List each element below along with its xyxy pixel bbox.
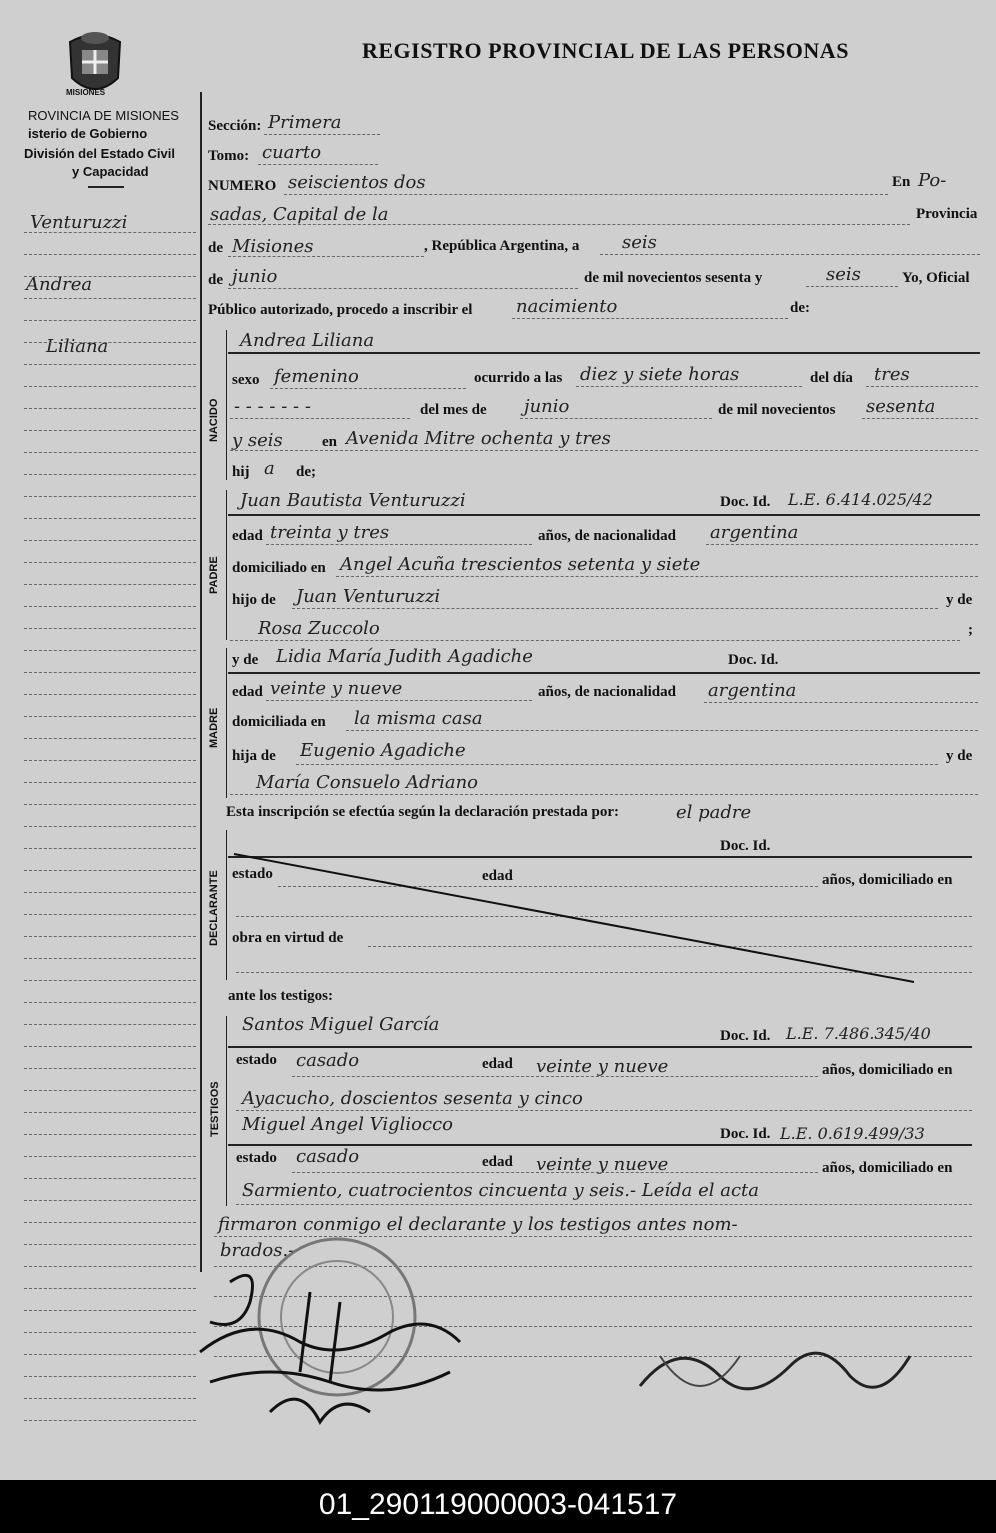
margin-rule	[24, 804, 196, 805]
madre-dom-value: la misma casa	[354, 708, 483, 729]
padre-name: Juan Bautista Venturuzzi	[240, 490, 466, 511]
numero-label: NUMERO	[208, 178, 277, 194]
margin-surname: Venturuzzi	[30, 212, 128, 233]
margin-rule	[24, 408, 196, 409]
margin-rule	[24, 1002, 196, 1003]
cancel-strike-line	[230, 850, 920, 986]
testigos-section-label: TESTIGOS	[209, 1081, 221, 1137]
margin-rule	[24, 782, 196, 783]
margin-rule	[24, 826, 196, 827]
margin-rule	[24, 716, 196, 717]
margin-rule	[24, 1134, 196, 1135]
closing-line-1: firmaron conmigo el declarante y los testigos antes nom-	[218, 1214, 738, 1235]
dia-label: del día	[810, 370, 853, 386]
madre-doc-label: Doc. Id.	[728, 652, 779, 668]
margin-rule	[24, 1046, 196, 1047]
declarante-obra-label: obra en virtud de	[232, 930, 344, 946]
margin-rule	[24, 342, 196, 343]
testigo1-name: Santos Miguel García	[242, 1014, 440, 1035]
publico-label: Público autorizado, procedo a inscribir el	[208, 302, 473, 318]
padre-yde-label: y de	[946, 592, 973, 608]
margin-rule	[24, 1024, 196, 1025]
testigo2-dom-value: Sarmiento, cuatrocientos cincuenta y seis.- Leída el acta	[242, 1180, 760, 1201]
de-label-nacido: de;	[296, 464, 316, 480]
margin-divider	[200, 92, 202, 1272]
margin-rule	[24, 606, 196, 607]
testigo2-name: Miguel Angel Vigliocco	[242, 1114, 453, 1135]
margin-rule	[24, 694, 196, 695]
dia-value: tres	[874, 364, 910, 385]
madre-madre-value: María Consuelo Adriano	[256, 772, 479, 793]
padre-madre-value: Rosa Zuccolo	[258, 618, 380, 639]
numero-value: seiscientos dos	[288, 172, 426, 193]
testigo2-anios-label: años, domiciliado en	[822, 1160, 953, 1176]
declarante-intro-value: el padre	[676, 802, 752, 823]
testigos-intro-label: ante los testigos:	[228, 988, 333, 1004]
de2-label: de	[208, 272, 223, 288]
margin-rule	[24, 914, 196, 915]
margin-rule	[24, 628, 196, 629]
nacido-name: Andrea Liliana	[240, 330, 375, 351]
margin-rule	[24, 1068, 196, 1069]
margin-rule	[24, 1376, 196, 1377]
margin-name-1: Andrea	[26, 274, 93, 295]
margin-rule	[24, 1398, 196, 1399]
margin-rule	[24, 584, 196, 585]
declarante-anios-label: años, domiciliado en	[822, 872, 953, 888]
declarante-doc-label: Doc. Id.	[720, 838, 771, 854]
month-value: junio	[232, 266, 278, 287]
seccion-value: Primera	[268, 112, 342, 133]
testigo2-estado-value: casado	[296, 1146, 360, 1167]
margin-rule	[24, 452, 196, 453]
padre-dom-value: Angel Acuña trescientos setenta y siete	[340, 554, 701, 575]
testigo1-estado-value: casado	[296, 1050, 360, 1071]
republica-label: , República Argentina, a	[424, 238, 580, 254]
margin-rule	[24, 1244, 196, 1245]
margin-rule	[24, 1354, 196, 1355]
city-value: sadas, Capital de la	[210, 204, 389, 225]
mes-label: del mes de	[420, 402, 487, 418]
org-underline	[88, 186, 124, 188]
margin-rule	[24, 474, 196, 475]
margin-rule	[24, 1420, 196, 1421]
margin-rule	[24, 320, 196, 321]
testigo1-anios-label: años, domiciliado en	[822, 1062, 953, 1078]
madre-yde2-label: y de	[946, 748, 973, 764]
margin-rule	[24, 298, 196, 299]
testigo1-edad-value: veinte y nueve	[536, 1056, 669, 1077]
margin-rule	[24, 892, 196, 893]
margin-rule	[24, 738, 196, 739]
year-value: seis	[826, 264, 861, 285]
padre-section-label: PADRE	[208, 556, 220, 594]
hij-label: hij	[232, 464, 250, 480]
margin-rule	[24, 1332, 196, 1333]
margin-rule	[24, 848, 196, 849]
madre-name: Lidia María Judith Agadiche	[276, 646, 533, 667]
margin-rule	[24, 672, 196, 673]
madre-hija-label: hija de	[232, 748, 276, 764]
lugar-value: Avenida Mitre ochenta y tres	[346, 428, 611, 449]
testigo1-estado-label: estado	[236, 1052, 277, 1068]
testigo1-edad-label: edad	[482, 1056, 513, 1072]
margin-rule	[24, 276, 196, 277]
madre-edad-value: veinte y nueve	[270, 678, 403, 699]
margin-rule	[24, 1266, 196, 1267]
de-value: Misiones	[232, 236, 314, 257]
declarante-section-label: DECLARANTE	[208, 870, 220, 946]
margin-rule	[24, 518, 196, 519]
testigo2-edad-value: veinte y nueve	[536, 1154, 669, 1175]
signatures-left-icon	[190, 1262, 490, 1442]
day-value: seis	[622, 232, 657, 253]
padre-doc-label: Doc. Id.	[720, 494, 771, 510]
testigo1-doc-value: L.E. 7.486.345/40	[786, 1024, 931, 1043]
de-label: de	[208, 240, 223, 256]
margin-rule	[24, 650, 196, 651]
margin-rule	[24, 958, 196, 959]
madre-dom-label: domiciliada en	[232, 714, 326, 730]
sexo-label: sexo	[232, 372, 260, 388]
closing-line-2: brados.-	[220, 1240, 295, 1261]
en-label-nacido: en	[322, 434, 337, 450]
margin-rule	[24, 540, 196, 541]
madre-yde-label: y de	[232, 652, 259, 668]
madre-padre-value: Eugenio Agadiche	[300, 740, 466, 761]
testigo1-dom-value: Ayacucho, doscientos sesenta y cinco	[242, 1088, 583, 1109]
org-line-2: isterio de Gobierno	[28, 126, 148, 141]
crest-label: MISIONES	[66, 88, 106, 97]
padre-edad-label: edad	[232, 528, 263, 544]
padre-doc-value: L.E. 6.414.025/42	[788, 490, 933, 509]
margin-rule	[24, 364, 196, 365]
org-line-4: y Capacidad	[72, 164, 149, 179]
testigo1-doc-label: Doc. Id.	[720, 1028, 771, 1044]
margin-rule	[24, 1178, 196, 1179]
margin-rule	[24, 980, 196, 981]
margin-rule	[24, 496, 196, 497]
margin-rule	[24, 254, 196, 255]
madre-edad-label: edad	[232, 684, 263, 700]
act-value: nacimiento	[516, 296, 618, 317]
mil-label: de mil novecientos	[718, 402, 836, 418]
year-cont-value: y seis	[232, 430, 283, 451]
margin-rule	[24, 870, 196, 871]
margin-rule	[24, 1090, 196, 1091]
padre-nac-value: argentina	[710, 522, 799, 543]
madre-nac-label: años, de nacionalidad	[538, 684, 676, 700]
year-label: de mil novecientos sesenta y	[584, 270, 763, 286]
ocurrido-label: ocurrido a las	[474, 370, 563, 386]
signature-right-icon	[620, 1316, 920, 1436]
tomo-value: cuarto	[262, 142, 322, 163]
declarante-edad-label: edad	[482, 868, 513, 884]
seccion-label: Sección:	[208, 118, 262, 134]
margin-name-2: Liliana	[46, 336, 109, 357]
nacido-section-label: NACIDO	[208, 398, 220, 442]
margin-rule	[24, 936, 196, 937]
testigo2-estado-label: estado	[236, 1150, 277, 1166]
mes-value: junio	[524, 396, 570, 417]
padre-hijo-value: Juan Venturuzzi	[296, 586, 441, 607]
tomo-label: Tomo:	[208, 148, 250, 164]
madre-section-label: MADRE	[208, 707, 220, 748]
margin-rule	[24, 1112, 196, 1113]
madre-nac-value: argentina	[708, 680, 797, 701]
testigo2-edad-label: edad	[482, 1154, 513, 1170]
margin-rule	[24, 430, 196, 431]
org-line-3: División del Estado Civil	[24, 146, 175, 161]
org-line-1: ROVINCIA DE MISIONES	[28, 108, 179, 123]
margin-rule	[24, 1200, 196, 1201]
oficial-label: Yo, Oficial	[902, 270, 970, 286]
margin-rule	[24, 232, 196, 233]
margin-rule	[24, 1222, 196, 1223]
document-title: REGISTRO PROVINCIAL DE LAS PERSONAS	[362, 38, 849, 63]
margin-rule	[24, 386, 196, 387]
en-label: En	[892, 174, 911, 190]
blank-value: - - - - - - -	[234, 396, 311, 417]
hora-value: diez y siete horas	[580, 364, 740, 385]
sexo-value: femenino	[274, 366, 359, 387]
margin-rule	[24, 1156, 196, 1157]
testigo2-doc-value: L.E. 0.619.499/33	[780, 1124, 925, 1143]
declarante-estado-label: estado	[232, 866, 273, 882]
padre-semicolon: ;	[968, 622, 973, 638]
padre-nac-label: años, de nacionalidad	[538, 528, 676, 544]
hij-value: a	[264, 458, 275, 479]
de3-label: de:	[790, 300, 810, 316]
padre-edad-value: treinta y tres	[270, 522, 390, 543]
padre-hijo-label: hijo de	[232, 592, 276, 608]
en-value: Po-	[918, 170, 947, 191]
declarante-intro-label: Esta inscripción se efectúa según la declaración prestada por:	[226, 804, 620, 820]
margin-rule	[24, 760, 196, 761]
provincia-label: Provincia	[916, 206, 978, 222]
document-code: 01_290119000003-041517	[318, 1488, 678, 1521]
footer-bar	[0, 1480, 996, 1533]
margin-rule	[24, 562, 196, 563]
testigo2-doc-label: Doc. Id.	[720, 1126, 771, 1142]
mil-value: sesenta	[866, 396, 936, 417]
margin-rule	[24, 1310, 196, 1311]
padre-dom-label: domiciliado en	[232, 560, 326, 576]
margin-rule	[24, 1288, 196, 1289]
